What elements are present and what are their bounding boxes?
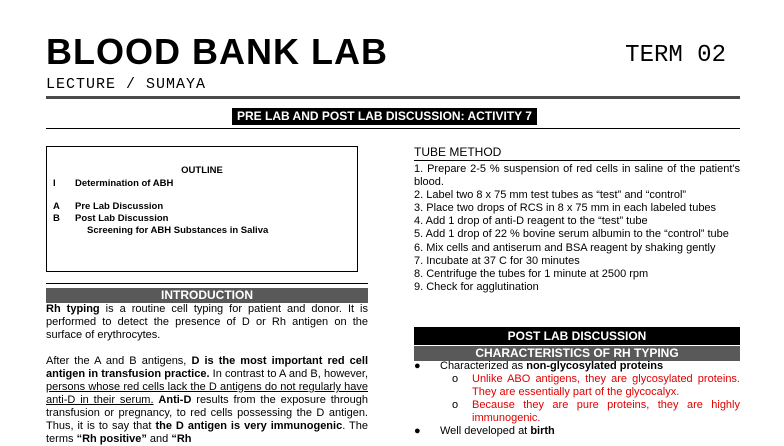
step-item: 6. Mix cells and antiserum and BSA reagent by shaking gently [414,241,716,254]
outline-item [53,201,163,213]
outline-item-label: Determination of ABH [75,178,174,189]
intro-text: results from the exposure through transfusion or pregnancy, to red cells possessing the D antigen. Thus, it is to say that [46,394,368,432]
outline-item-num: I [53,178,56,189]
post-lab-heading: POST LAB DISCUSSION [414,327,740,345]
list-item [414,425,740,438]
step-item: 5. Add 1 drop of 22 % bovine serum albumin to the “control” tube [414,228,729,241]
sub-list-item [414,373,740,399]
header-divider [46,96,740,99]
bullet-icon: ● [414,425,421,437]
outline-item-label: Pre Lab Discussion [75,201,164,212]
intro-text: In contrast to A and B, however, [209,368,369,380]
tube-method-divider [414,160,740,161]
circle-bullet-icon: o [452,373,459,385]
step-item: 9. Check for agglutination [414,280,539,293]
step-item: 1. Prepare 2-5 % suspension of red cells in saline of the patient's blood. [414,163,740,189]
tube-method-steps [414,163,740,294]
tube-method-heading: TUBE METHOD [414,145,502,159]
outline-item-num: B [53,213,60,224]
outline-item-label: Screening for ABH Substances in Saliva [87,225,269,236]
outline-item [87,225,268,237]
term-label: TERM 02 [625,42,726,69]
step-item: 7. Incubate at 37 C for 30 minutes [414,254,580,267]
rh-typing-term: Rh typing [46,303,100,315]
introduction-paragraph-1 [46,303,368,342]
bullet-bold: non-glycosylated proteins [526,360,664,372]
bullet-icon: ● [414,360,421,372]
introduction-heading: INTRODUCTION [46,288,368,303]
outline-item-num: A [53,201,60,212]
intro-text: is a routine cell typing for patient and donor. It is performed to detect the presence of D or Rh antigen on the surface of erythrocytes. [46,303,368,341]
bullet-text: Well developed at [440,425,531,437]
outline-box [46,146,358,272]
step-item: 2. Label two 8 x 75 mm test tubes as “test” and “control” [414,189,687,202]
activity-banner: PRE LAB AND POST LAB DISCUSSION: ACTIVITY 7 [232,108,537,125]
list-item [414,360,740,373]
anti-d-term: Anti-D [158,394,192,406]
intro-underlined: persons whose red cells lack the D antigens do not regularly have anti-D in their serum. [46,381,368,406]
rh-characteristics-list [414,360,740,438]
outline-heading: OUTLINE [181,165,223,176]
intro-bold: “Rh [171,433,192,445]
step-item: 3. Place two drops of RCS in 8 x 75 mm in each labeled tubes [414,202,717,215]
outline-item-label: Post Lab Discussion [75,213,169,224]
introduction-paragraph-2 [46,355,368,446]
intro-bold: “Rh positive” [76,433,147,445]
document-title: BLOOD BANK LAB [46,31,388,72]
outline-item [53,213,168,225]
sub-list-item [414,399,740,425]
circle-bullet-icon: o [452,399,459,411]
outline-divider [46,283,368,284]
intro-bold: D is the most important red cell antigen in transfusion practice. [46,355,368,380]
intro-text: and [146,433,172,445]
intro-text: . The terms [46,420,368,445]
sub-bullet-text: Because they are pure proteins, they are highly immunogenic. [472,399,740,424]
intro-bold: the D antigen is very immunogenic [155,420,343,432]
intro-text: After the A and B antigens, [46,355,192,367]
banner-divider [46,128,740,129]
rh-characteristics-heading: CHARACTERISTICS OF RH TYPING [414,346,740,361]
step-item: 4. Add 1 drop of anti-D reagent to the “test” tube [414,215,648,228]
outline-item [53,178,173,190]
lecture-subtitle: LECTURE / SUMAYA [46,76,207,93]
bullet-bold: birth [530,425,555,437]
bullet-text: Characterized as [440,360,527,372]
sub-bullet-text: Unlike ABO antigens, they are glycosylated proteins. They are essentially part of the glycocalyx. [472,373,740,398]
step-item: 8. Centrifuge the tubes for 1 minute at 2500 rpm [414,267,649,280]
